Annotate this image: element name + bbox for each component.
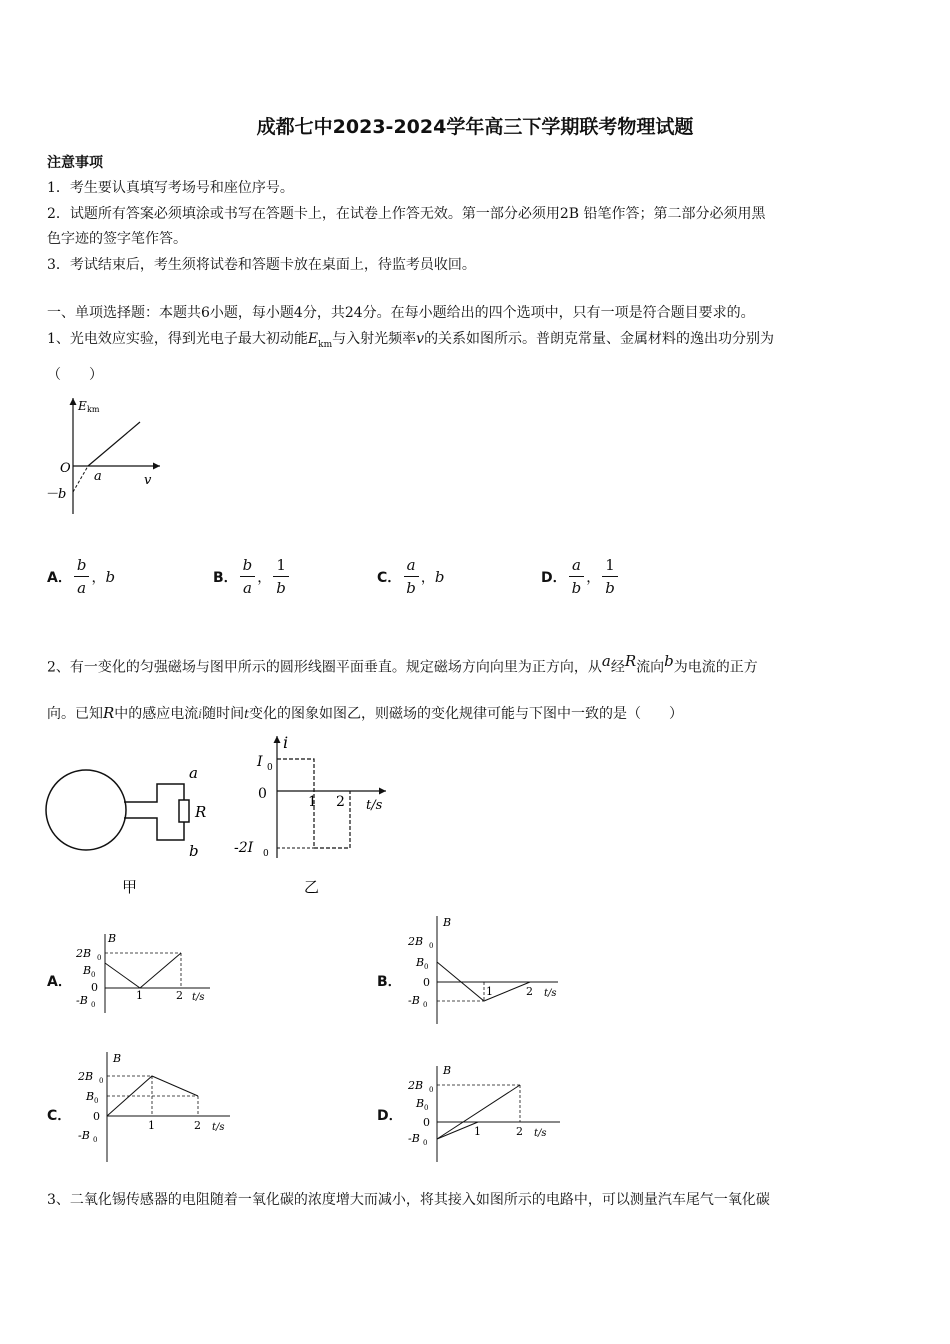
q2-option-d-label[interactable]: D． (377, 1108, 403, 1124)
svg-text:t/s: t/s (366, 798, 383, 813)
notice-item-2: 2．试题所有答案必须填涂或书写在答题卡上，在试卷上作答无效。第一部分必须用2B 铅笔作答；第二部分必须用黑 (47, 206, 766, 222)
svg-text:2: 2 (176, 989, 183, 1002)
q1-option-d[interactable]: D． $\frac{a}{b}$ ， $\frac{1}{b}$ (541, 556, 620, 597)
svg-text:B: B (416, 1097, 425, 1110)
q2-a-b-curve (105, 953, 181, 988)
q1-option-a[interactable]: A． $\frac{b}{a}$ ， b (47, 556, 116, 597)
q2-option-b-label[interactable]: B． (377, 974, 402, 990)
q2-terminal-b: b (189, 842, 199, 860)
svg-text:0: 0 (267, 763, 273, 773)
svg-text:B: B (416, 956, 425, 969)
q2-option-d-graph[interactable] (400, 1062, 570, 1166)
q2-caption-yi: 乙 (304, 878, 320, 896)
svg-text:-B: -B (408, 1132, 420, 1145)
q2-resistor-label: R (195, 803, 207, 821)
q1-stem: 1、光电效应实验，得到光电子最大初动能$E_{km}$与入射光频率v的关系如图所示。普朗克常量、金属材料的逸出功分别为 (47, 331, 775, 350)
svg-text:-B: -B (408, 994, 420, 1007)
svg-text:0: 0 (93, 1136, 98, 1144)
svg-text:t/s: t/s (192, 992, 205, 1003)
q2-figure-jia-coil (40, 762, 230, 902)
svg-text:2B: 2B (408, 935, 424, 948)
q1-y-label-sub: km (87, 405, 100, 414)
q2-figure-yi-current-graph (230, 728, 400, 900)
svg-text:0: 0 (423, 1116, 430, 1129)
svg-text:B: B (443, 1064, 452, 1077)
svg-text:2B: 2B (78, 1070, 94, 1083)
svg-text:B: B (108, 932, 117, 945)
svg-text:0: 0 (93, 1110, 100, 1123)
q1-answer-paren: （ ） (47, 367, 103, 383)
svg-text:0: 0 (429, 1086, 434, 1094)
q2-option-a-graph[interactable] (70, 928, 220, 1018)
svg-text:2: 2 (516, 1125, 523, 1138)
q2-coil-circle (46, 770, 126, 850)
svg-text:2B: 2B (76, 947, 92, 960)
q1-point-a-label: a (94, 469, 102, 484)
svg-text:0: 0 (429, 942, 434, 950)
svg-text:t/s: t/s (544, 988, 557, 999)
svg-text:0: 0 (263, 849, 269, 859)
q2-yi-y-label: i (283, 733, 289, 752)
notice-item-2-cont: 色字迹的签字笔作答。 (47, 231, 187, 247)
svg-text:2: 2 (526, 985, 533, 998)
q1-ekm-graph (40, 392, 170, 518)
q1-extension-dashed (73, 466, 88, 492)
q2-option-b-graph[interactable] (400, 912, 570, 1028)
notice-heading: 注意事项 (47, 155, 103, 171)
q2-option-c-label[interactable]: C． (47, 1108, 72, 1124)
notice-item-3: 3．考试结束后，考生须将试卷和答题卡放在桌面上，待监考员收回。 (47, 257, 476, 273)
svg-text:B: B (83, 964, 92, 977)
page-title: 成都七中2023-2024学年高三下学期联考物理试题 (256, 116, 694, 138)
svg-text:0: 0 (99, 1077, 104, 1085)
svg-text:0: 0 (97, 954, 102, 962)
svg-text:0: 0 (94, 1097, 99, 1105)
svg-text:0: 0 (258, 786, 267, 802)
svg-text:t/s: t/s (212, 1122, 225, 1133)
svg-text:2B: 2B (408, 1079, 424, 1092)
svg-text:I: I (257, 754, 263, 770)
svg-text:0: 0 (91, 971, 96, 979)
svg-text:0: 0 (423, 1001, 428, 1009)
svg-text:-2I: -2I (234, 840, 254, 856)
svg-text:1: 1 (136, 989, 143, 1002)
svg-text:B: B (443, 916, 452, 929)
q2-option-a-label[interactable]: A． (47, 974, 72, 990)
svg-text:-B: -B (78, 1129, 90, 1142)
svg-text:0: 0 (424, 1104, 429, 1112)
svg-text:1: 1 (486, 985, 493, 998)
q2-resistor (179, 800, 189, 822)
q2-stem-line2: 向。已知R中的感应电流i随时间t变化的图象如图乙，则磁场的变化规律可能与下图中一致的是（ ） (47, 704, 683, 722)
section-heading: 一、单项选择题：本题共6小题，每小题4分，共24分。在每小题给出的四个选项中，只有一项是符合题目要求的。 (47, 305, 755, 321)
svg-text:1: 1 (474, 1125, 481, 1138)
q1-x-label: v (144, 473, 152, 488)
svg-text:B: B (113, 1052, 122, 1065)
q1-ekm-line (88, 422, 140, 466)
q2-option-c-graph[interactable] (70, 1048, 240, 1166)
q3-stem: 3、二氧化锡传感器的电阻随着一氧化碳的浓度增大而减小，将其接入如图所示的电路中，可以测量汽车尾气一氧化碳 (47, 1192, 770, 1208)
q2-terminal-a: a (189, 764, 198, 782)
svg-text:t/s: t/s (534, 1128, 547, 1139)
svg-text:0: 0 (423, 1139, 428, 1147)
q1-point-b-label: －b (45, 487, 67, 502)
q1-origin-label: O (60, 461, 71, 476)
q1-option-b[interactable]: B． $\frac{b}{a}$ ， $\frac{1}{b}$ (213, 556, 291, 597)
svg-text:0: 0 (91, 981, 98, 994)
svg-text:0: 0 (424, 963, 429, 971)
svg-text:2: 2 (336, 794, 345, 810)
svg-text:2: 2 (194, 1119, 201, 1132)
q1-y-label: E (78, 399, 87, 413)
svg-text:B: B (86, 1090, 95, 1103)
svg-text:1: 1 (308, 794, 317, 810)
svg-text:1: 1 (148, 1119, 155, 1132)
q2-caption-jia: 甲 (122, 878, 138, 896)
svg-text:0: 0 (423, 976, 430, 989)
svg-text:0: 0 (91, 1001, 96, 1009)
notice-item-1: 1．考生要认真填写考场号和座位序号。 (47, 180, 294, 196)
q2-stem-line1: 2、有一变化的匀强磁场与图甲所示的圆形线圈平面垂直。规定磁场方向向里为正方向，从$^a$经$^R$流向$^b$为电流的正方 (47, 652, 758, 676)
q1-option-c[interactable]: C． $\frac{a}{b}$ ， b (377, 556, 445, 597)
svg-text:-B: -B (76, 994, 88, 1007)
